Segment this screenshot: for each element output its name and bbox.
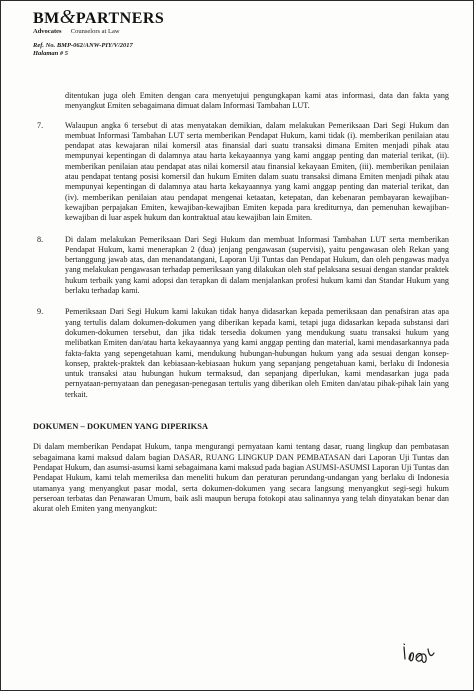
page-number: Halaman # 5 [33,50,69,57]
numbered-item [33,307,449,400]
signature-initials [401,641,437,665]
firm-tagline: Advocates Counselors at Law [33,28,120,35]
item-number: 9. [37,307,44,317]
item-text: Walaupun angka 6 tersebut di atas menyatakan demikian, dalam melakukan Pemeriksaan Dari Segi Hukum dan membuat Informasi Tambahan LUT serta memberikan Pendapat Hukum, kami tidak (i). memberikan penilaian atau pendapat atas kewajaran nilai komersil atas finansial dari suatu transaksi dimana Emiten menjadi pihak atau mempunyai kepentingan di dalamnya atau harta kekayaannya yang kami anggap penting dan material terikat, (ii). memberikan penilaian atau pendapat atas nilai komersil atau finansial kekayaan Emiten, (iii). memberikan penilaian atau pendapat tentang posisi komersil dan hukum Emiten dalam suatu transaksi dimana Emiten menjadi pihak atau mempunyai kepentingan di dalamnya atau harta kekayaannya yang kami anggap penting dan material terikat, dan (iv). memberikan penilaian atau pendapat mengenai ketaatan, ketepatan, dan kebenaran pembayaran kewajiban-kewajiban perpajakan Emiten, kewajiban-kewajiban Emiten kepada para krediturnya, dan pemenuhan kewajiban-kewajiban di luar aspek hukum dan kontraktual atau kewajiban lain Emiten. [65,120,449,223]
item-number: 8. [37,234,44,244]
item-number: 7. [37,120,44,130]
section-paragraph: Di dalam memberikan Pendapat Hukum, tanpa mengurangi pernyataan kami tentang dasar, ruang lingkup dan pembatasan sebagaimana kami maksud dalam bagian DASAR, RUANG LINGKUP DAN PEMBATASAN dari Laporan Uji Tuntas dan Pendapat Hukum, dan asumsi-asumsi kami sebagaimana kami maksud pada bagian ASUMSI-ASUMSI Laporan Uji Tuntas dan Pendapat Hukum, kami telah memeriksa dan meneliti hukum dan peraturan perundang-undangan yang berlaku di Indonesia utamanya yang menyangkut pasar modal, serta dokumen-dokumen yang secara langsung menyangkut segi-segi hukum perseroan terbatas dan Penawaran Umum, baik asli maupun berupa fotokopi atau salinannya yang telah dinyatakan benar dan akurat oleh Emiten yang menyangkut: [33,442,449,514]
numbered-item [33,235,449,297]
document-body [33,91,449,523]
reference-number: Ref. No. BMP-062/ANW-PIY/V/2017 [33,42,133,49]
item-text: Di dalam melakukan Pemeriksaan Dari Segi Hukum dan membuat Informasi Tambahan LUT serta memberikan Pendapat Hukum, kami menerapkan 2 (dua) jenjang pengawasan (supervisi), yaitu pengawasan oleh Rekan yang bertanggung jawab atas, dan menandatangani, Laporan Uji Tuntas dan Pendapat Hukum, dan oleh pengawas madya yang melakukan pengawasan terhadap pemeriksaan yang dilakukan oleh staf pelaksana sesuai dengan standar praktek hukum terbaik yang kami adopsi dan terapkan di dalam menjalankan profesi hukum kami dan Standar Hukum yang berlaku terhadap kami. [65,234,449,296]
numbered-item [33,121,449,224]
section-heading: DOKUMEN – DOKUMEN YANG DIPERIKSA [33,422,209,432]
firm-logo: BM&PARTNERS [33,6,165,28]
letterhead [33,6,165,58]
intro-paragraph: ditentukan juga oleh Emiten dengan cara menyetujui pengungkapan kami atas informasi, data dan fakta yang menyangkut Emiten sebagaimana dimuat dalam Informasi Tambahan LUT. [65,91,449,111]
item-text: Pemeriksaan Dari Segi Hukum kami lakukan tidak hanya didasarkan kepada pemeriksaan dan penafsiran atas apa yang tertulis dalam dokumen-dokumen yang diberikan kepada kami, tetapi juga didasarkan kepada substansi dari dokumen-dokumen tersebut, dan jika tidak tersedia dokumen yang mendukung suatu transaksi hukum yang melibatkan Emiten dan/atau harta kekayaannya yang kami anggap penting dan material, kami mendasarkannya pada fakta-fakta yang sepengetahuan kami, mendukung hubungan-hubungan hukum yang ada sesuai dengan konsep-konsep, praktek-praktek dan kebiasaan-kebiasaan hukum yang sepanjang pengetahuan kami, berlaku di Indonesia untuk transaksi atau hubungan hukum termaksud, dan sepanjang diperlukan, kami mendasarkan juga pada pernyataan-pernyataan dan penegasan-penegasan tertulis yang diberikan oleh Emiten dan/atau pihak-pihak lain yang terkait. [65,307,449,399]
